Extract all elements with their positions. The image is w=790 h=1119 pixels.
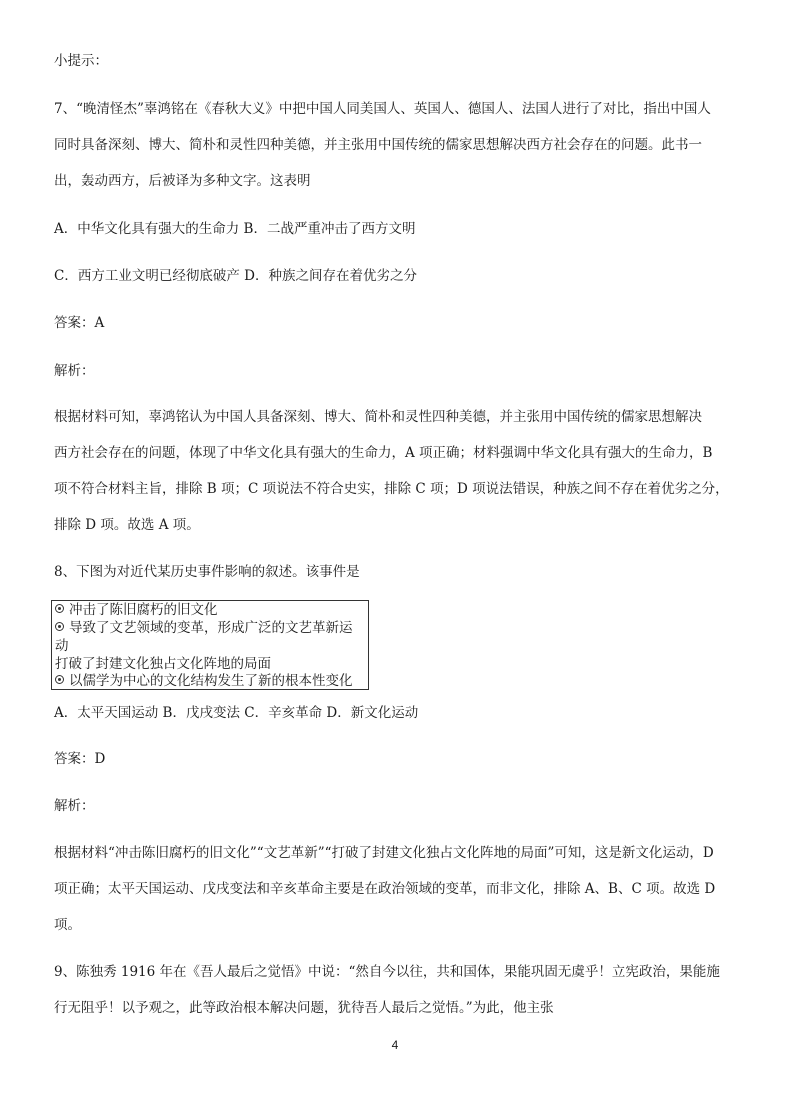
q8-analysis-label: 解析： <box>54 798 95 814</box>
q7-answer: 答案：A <box>54 315 105 331</box>
q8-material-box <box>51 600 369 690</box>
q7-stem-line-3: 出，轰动西方，后被译为多种文字。这表明 <box>54 173 311 189</box>
q8-options: A．太平天国运动 B．戊戌变法 C．辛亥革命 D．新文化运动 <box>54 705 419 721</box>
q7-options-line-1: A．中华文化具有强大的生命力 B．二战严重冲击了西方文明 <box>54 221 416 237</box>
q7-analysis-line-2: 西方社会存在的问题，体现了中华文化具有强大的生命力，A 项正确；材料强调中华文化具有强大的生命力，B <box>54 445 713 461</box>
bullet-icon <box>55 675 64 684</box>
q8-box-line-1 <box>55 601 218 619</box>
q8-analysis-line-3: 项。 <box>54 917 81 933</box>
q8-analysis-line-1: 根据材料“冲击陈旧腐朽的旧文化”“文艺革新”“打破了封建文化独占文化阵地的局面”可知，这是新文化运动，D <box>54 845 714 861</box>
q7-analysis-line-4: 排除 D 项。故选 A 项。 <box>54 517 200 533</box>
q8-box-text-2: 导致了文艺领域的变革，形成广泛的文艺革新运 <box>69 620 353 636</box>
hint-label: 小提示： <box>54 53 108 69</box>
q8-box-line-5 <box>55 672 353 690</box>
q8-analysis-line-2: 项正确；太平天国运动、戊戌变法和辛亥革命主要是在政治领域的变革，而非文化，排除 A、B、C 项。故选 D <box>54 881 716 897</box>
page-number: 4 <box>391 1038 399 1052</box>
q8-box-line-4: 打破了封建文化独占文化阵地的局面 <box>55 656 271 672</box>
q7-stem-line-1: 7、“晚清怪杰”辜鸿铭在《春秋大义》中把中国人同美国人、英国人、德国人、法国人进行了对比，指出中国人 <box>54 101 711 117</box>
q7-analysis-line-3: 项不符合材料主旨，排除 B 项；C 项说法不符合史实，排除 C 项；D 项说法错误，种族之间不存在着优劣之分， <box>54 481 729 497</box>
q8-answer: 答案：D <box>54 751 106 767</box>
q7-options-line-2: C．西方工业文明已经彻底破产 D．种族之间存在着优劣之分 <box>54 268 417 284</box>
q8-box-text-1: 冲击了陈旧腐朽的旧文化 <box>69 602 218 618</box>
bullet-icon <box>55 622 64 631</box>
q8-box-text-5: 以儒学为中心的文化结构发生了新的根本性变化 <box>69 673 353 689</box>
q9-stem-line-1: 9、陈独秀 1916 年在《吾人最后之觉悟》中说：“然自今以往，共和国体，果能巩固无虞乎！立宪政治，果能施 <box>54 964 720 980</box>
bullet-icon <box>55 604 64 613</box>
q7-stem-line-2: 同时具备深刻、博大、简朴和灵性四种美德，并主张用中国传统的儒家思想解决西方社会存在的问题。此书一 <box>54 137 702 153</box>
q8-box-line-2 <box>55 619 353 637</box>
q8-stem: 8、下图为对近代某历史事件影响的叙述。该事件是 <box>54 564 360 580</box>
q7-analysis-label: 解析： <box>54 363 95 379</box>
q9-stem-line-2: 行无阻乎！以予观之，此等政治根本解决问题，犹待吾人最后之觉悟。”为此，他主张 <box>54 1000 554 1016</box>
q7-analysis-line-1: 根据材料可知，辜鸿铭认为中国人具备深刻、博大、简朴和灵性四种美德，并主张用中国传统的儒家思想解决 <box>54 409 702 425</box>
q8-box-line-3: 动 <box>55 638 69 654</box>
